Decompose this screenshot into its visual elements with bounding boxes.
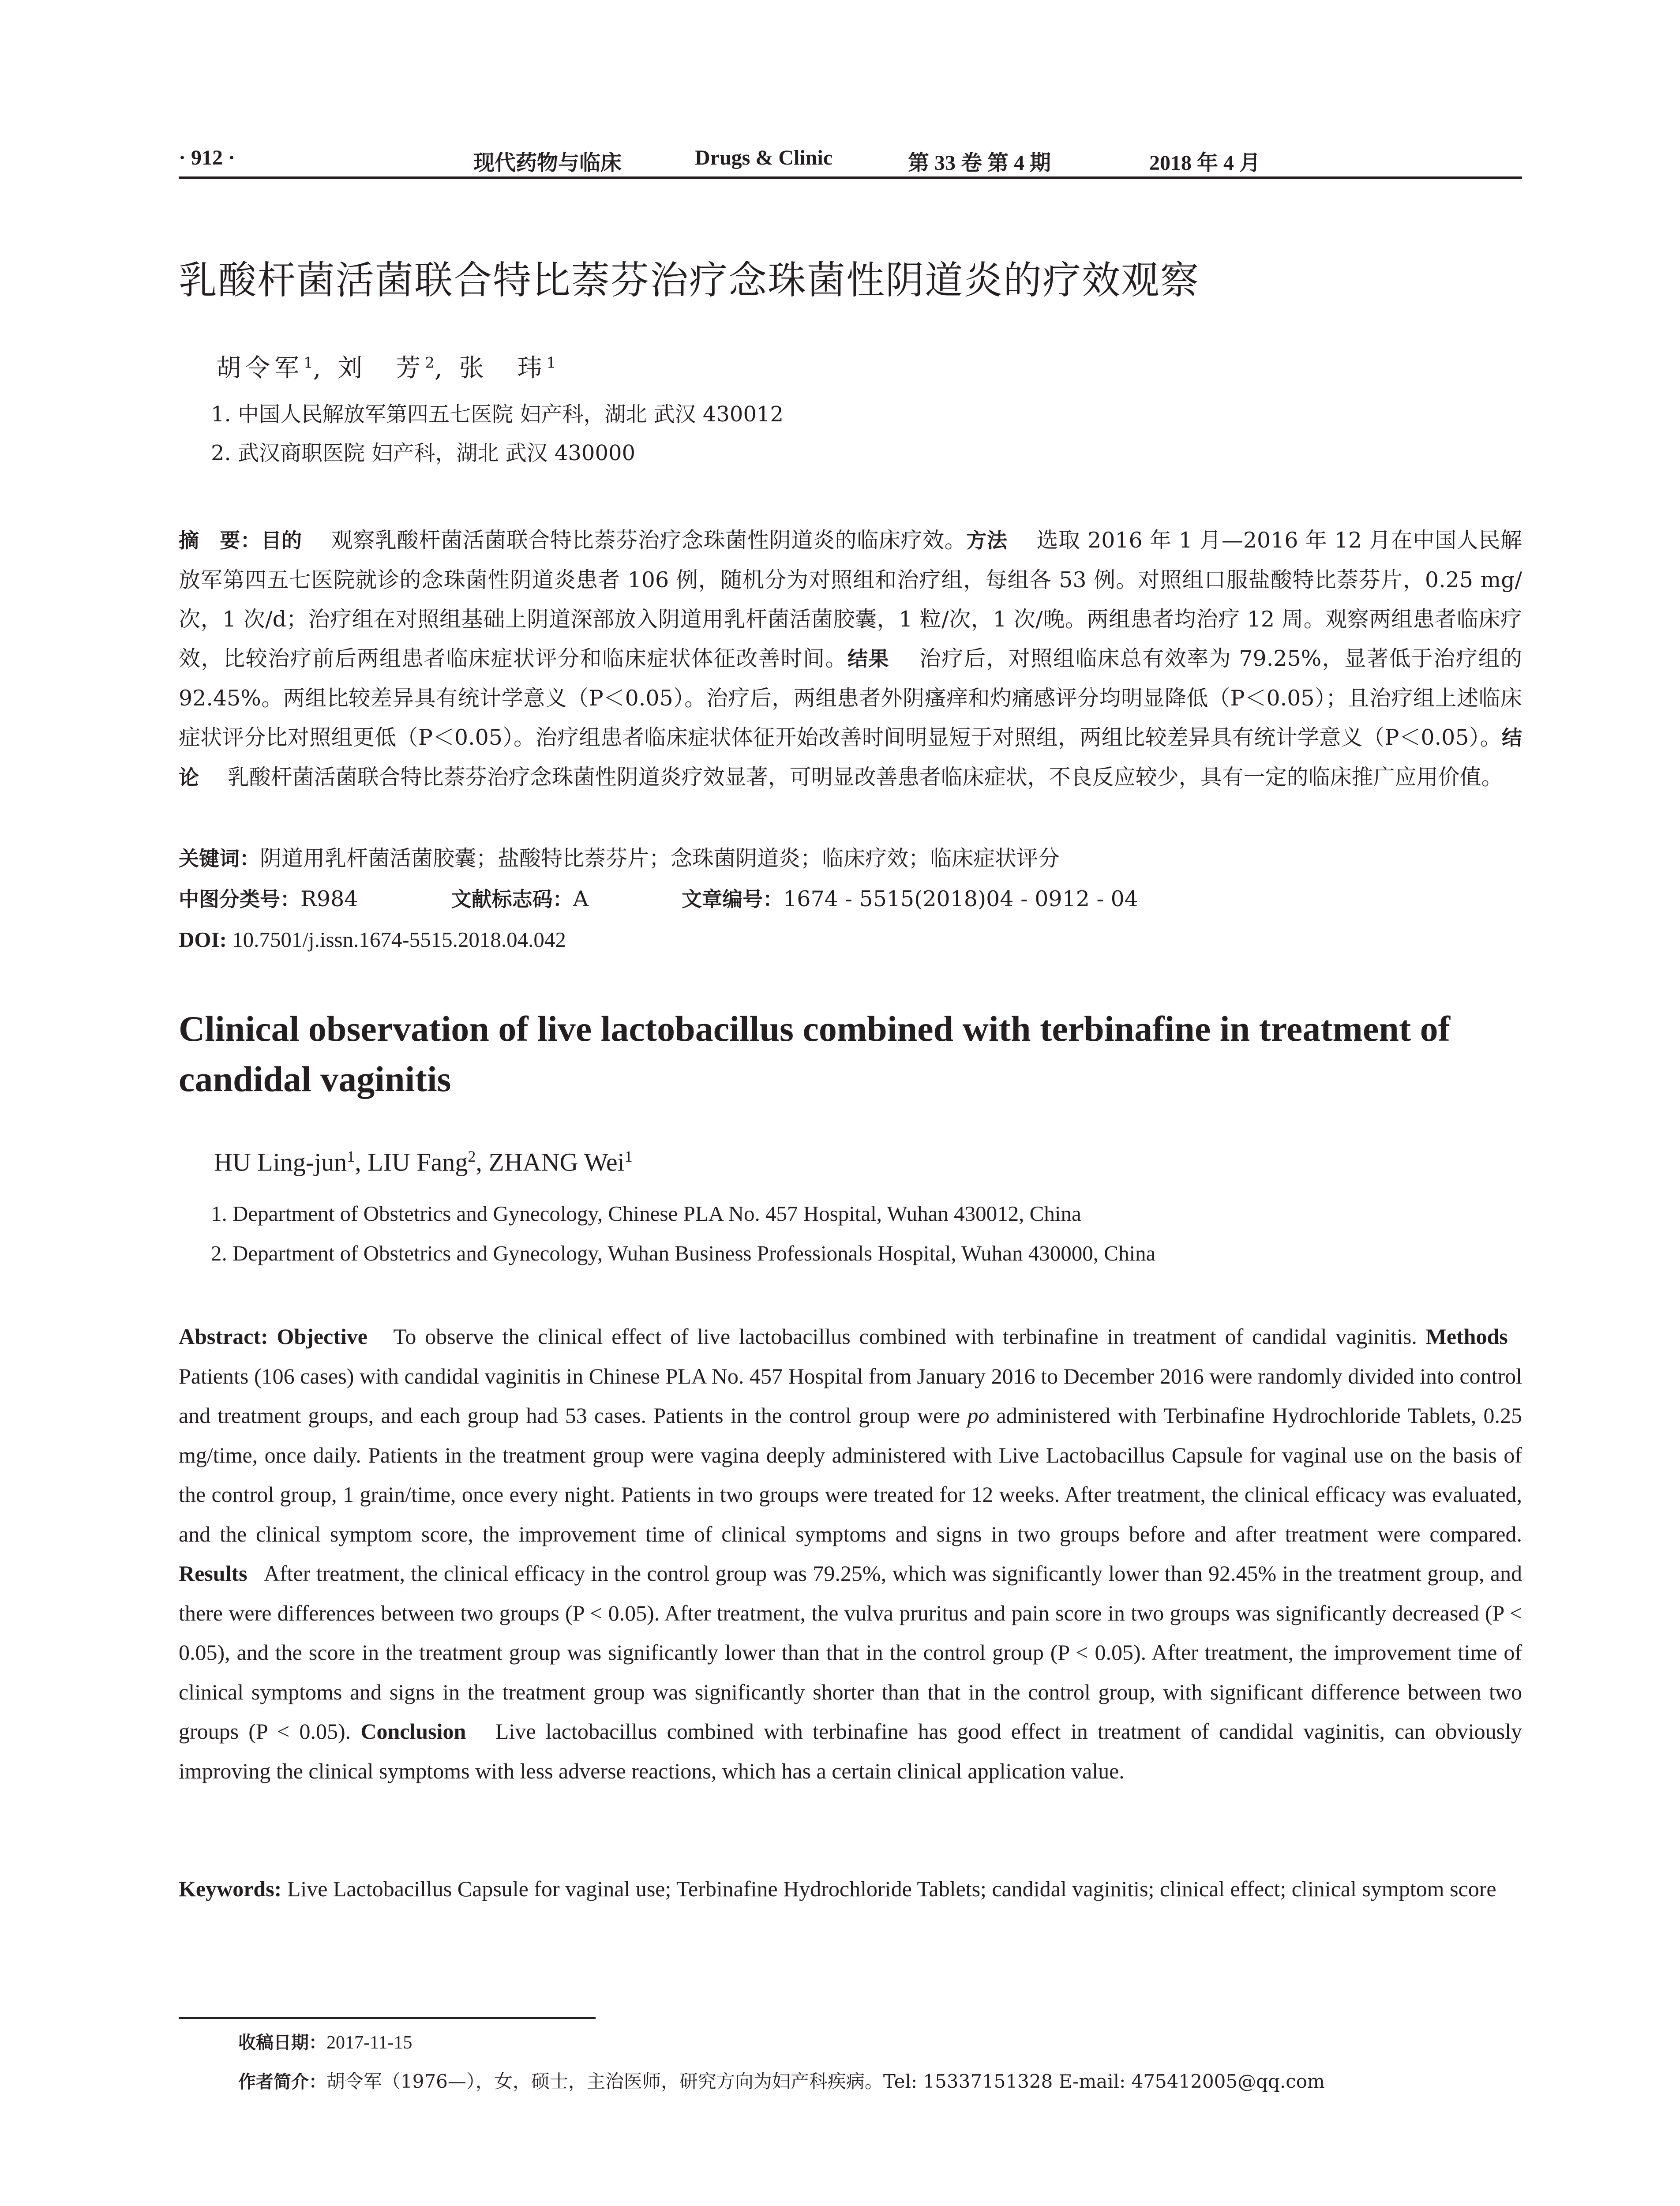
received-date	[238, 2023, 1325, 2062]
chinese-affiliation-1: 1. 中国人民解放军第四五七医院 妇产科，湖北 武汉 430012	[211, 402, 784, 427]
author-name: ZHANG Wei	[488, 1148, 625, 1177]
english-title: Clinical observation of live lactobacillus combined with terbinafine in treatment of candidal vaginitis	[179, 1009, 1450, 1099]
doi-value: 10.7501/j.issn.1674-5515.2018.04.042	[232, 927, 566, 952]
conclusion-label: 结论	[179, 726, 1522, 789]
author-bio	[238, 2062, 1325, 2101]
volume-issue: 第 33 卷 第 4 期	[908, 151, 1051, 175]
abstract-label: Abstract:	[179, 1324, 268, 1349]
english-affiliation-1: 1. Department of Obstetrics and Gynecology, Chinese PLA No. 457 Hospital, Wuhan 430012, China	[211, 1201, 1081, 1226]
doc-code-label: 文献标志码：	[451, 887, 573, 911]
doi-row	[179, 919, 1138, 960]
objective-text: 观察乳酸杆菌活菌联合特比萘芬治疗念珠菌性阴道炎的临床疗效。	[331, 528, 967, 553]
results-label: 结果	[848, 647, 890, 671]
author-bio-text: 胡令军（1976—），女，硕士，主治医师，研究方向为妇产科疾病。Tel: 15337151328 E-mail: 475412005@qq.com	[326, 2071, 1325, 2092]
journal-name-cn: 现代药物与临床	[473, 151, 622, 175]
keywords-text: Live Lactobacillus Capsule for vaginal use; Terbinafine Hydrochloride Tablets; candidal vaginitis; clinical effect; clinical symptom score	[287, 1876, 1496, 1901]
methods-text-2: administered with Terbinafine Hydrochloride Tablets, 0.25 mg/time, once daily. Patients in the treatment group were vagina deeply administered with Live Lactobacillus Capsule for vaginal use on the basis of the control group, 1 grain/time, once every night. Patients in two groups were treated for 12 weeks. After treatment, the clinical efficacy was evaluated, and the clinical symptom score, the improvement time of clinical symptoms and signs in two groups before and after treatment were compared.	[179, 1403, 1522, 1546]
english-authors: HU Ling-jun$^1$, LIU Fang$^2$, ZHANG Wei$^1$	[214, 1148, 633, 1177]
author-name: LIU Fang	[368, 1148, 468, 1177]
chinese-meta	[179, 838, 1138, 960]
author-affiliation-mark: 2	[468, 1148, 476, 1165]
keywords-label: 关键词：	[179, 847, 260, 870]
chinese-keywords	[179, 838, 1138, 879]
doc-code-value: A	[573, 886, 589, 912]
author-name: 刘 芳	[338, 354, 425, 383]
english-keywords	[179, 1869, 1522, 1909]
objective-label: 目的	[261, 529, 302, 552]
methods-label: Methods	[1425, 1324, 1508, 1349]
author-affiliation-mark: 1	[624, 1148, 633, 1165]
clc-value: R984	[300, 886, 358, 912]
results-label: Results	[179, 1561, 248, 1586]
author-bio-label: 作者简介：	[238, 2072, 326, 2092]
author-affiliation-mark: 2	[425, 354, 435, 372]
methods-po: po	[967, 1403, 990, 1428]
methods-text-1: Patients (106 cases) with candidal vaginitis in Chinese PLA No. 457 Hospital from January 2016 to December 2016 were randomly divided into control and treatment groups, and each group had 53 cases. Patients in the control group were	[179, 1363, 1522, 1428]
conclusion-label: Conclusion	[360, 1719, 466, 1744]
page-number: · 912 ·	[179, 146, 236, 169]
objective-text: To observe the clinical effect of live lactobacillus combined with terbinafine in treatment of candidal vaginitis.	[393, 1324, 1417, 1349]
header-rule	[179, 176, 1522, 179]
classification-row	[179, 879, 1138, 919]
author-name: 胡令军	[216, 354, 304, 383]
footnotes	[238, 2023, 1325, 2101]
running-header	[179, 140, 1522, 180]
clc-label: 中图分类号：	[179, 887, 300, 911]
keywords-label: Keywords:	[179, 1876, 282, 1901]
english-abstract	[179, 1317, 1522, 1791]
author-name: HU Ling-jun	[214, 1148, 347, 1177]
results-text: After treatment, the clinical efficacy in the control group was 79.25%, which was significantly lower than 92.45% in the treatment group, and there were differences between two groups (P < 0.05). After treatment, the vulva pruritus and pain score in two groups was significantly decreased (P < 0.05), and the score in the treatment group was significantly lower than that in the control group (P < 0.05). After treatment, the improvement time of clinical symptoms and signs in the treatment group was significantly shorter than that in the control group, with significant difference between two groups (P < 0.05).	[179, 1561, 1522, 1744]
article-no-value: 1674 - 5515(2018)04 - 0912 - 04	[783, 886, 1138, 912]
methods-text: 选取 2016 年 1 月—2016 年 12 月在中国人民解放军第四五七医院就诊的念珠菌性阴道炎患者 106 例，随机分为对照组和治疗组，每组各 53 例。对照组口服盐酸特比萘芬片，0.25 mg/次，1 次/d；治疗组在对照组基础上阴道深部放入阴道用乳杆菌活菌胶囊，1 粒/次，1 次/晚。两组患者均治疗 12 周。观察两组患者临床疗效，比较治疗前后两组患者临床症状评分和临床症状体征改善时间。	[179, 528, 1522, 671]
author-affiliation-mark: 1	[546, 354, 556, 372]
doi-label: DOI:	[179, 927, 227, 952]
chinese-affiliation-2: 2. 武汉商职医院 妇产科，湖北 武汉 430000	[211, 441, 636, 465]
author-affiliation-mark: 1	[304, 354, 313, 372]
objective-label: Objective	[277, 1324, 368, 1349]
received-label: 收稿日期：	[238, 2033, 326, 2053]
footnote-rule	[179, 2017, 596, 2019]
conclusion-text: Live lactobacillus combined with terbinafine has good effect in treatment of candidal vaginitis, can obviously improving the clinical symptoms with less adverse reactions, which has a certain clinical application value.	[179, 1719, 1522, 1783]
chinese-title: 乳酸杆菌活菌联合特比萘芬治疗念珠菌性阴道炎的疗效观察	[179, 258, 1200, 303]
article-no-label: 文章编号：	[682, 887, 784, 911]
journal-name-en: Drugs & Clinic	[695, 146, 832, 169]
methods-label: 方法	[966, 529, 1008, 552]
author-name: 张 玮	[459, 354, 547, 383]
english-affiliation-2: 2. Department of Obstetrics and Gynecology, Wuhan Business Professionals Hospital, Wuhan 430000, China	[211, 1241, 1156, 1265]
abstract-label: 摘 要：	[179, 529, 261, 552]
chinese-abstract	[179, 521, 1522, 797]
keywords-text: 阴道用乳杆菌活菌胶囊；盐酸特比萘芬片；念珠菌阴道炎；临床疗效；临床症状评分	[260, 846, 1060, 871]
conclusion-text: 乳酸杆菌活菌联合特比萘芬治疗念珠菌性阴道炎疗效显著，可明显改善患者临床症状，不良反应较少，具有一定的临床推广应用价值。	[227, 765, 1503, 790]
chinese-authors: 胡令军$^1$, 刘 芳$^2$, 张 玮$^1$	[216, 354, 556, 383]
results-text: 治疗后，对照组临床总有效率为 79.25%，显著低于治疗组的 92.45%。两组比较差异具有统计学意义（P＜0.05）。治疗后，两组患者外阴瘙痒和灼痛感评分均明显降低（P＜0.05）；且治疗组上述临床症状评分比对照组更低（P＜0.05）。治疗组患者临床症状体征开始改善时间明显短于对照组，两组比较差异具有统计学意义（P＜0.05）。	[179, 646, 1522, 750]
author-affiliation-mark: 1	[347, 1148, 355, 1165]
issue-date: 2018 年 4 月	[1149, 151, 1261, 175]
received-value: 2017-11-15	[326, 2033, 412, 2053]
